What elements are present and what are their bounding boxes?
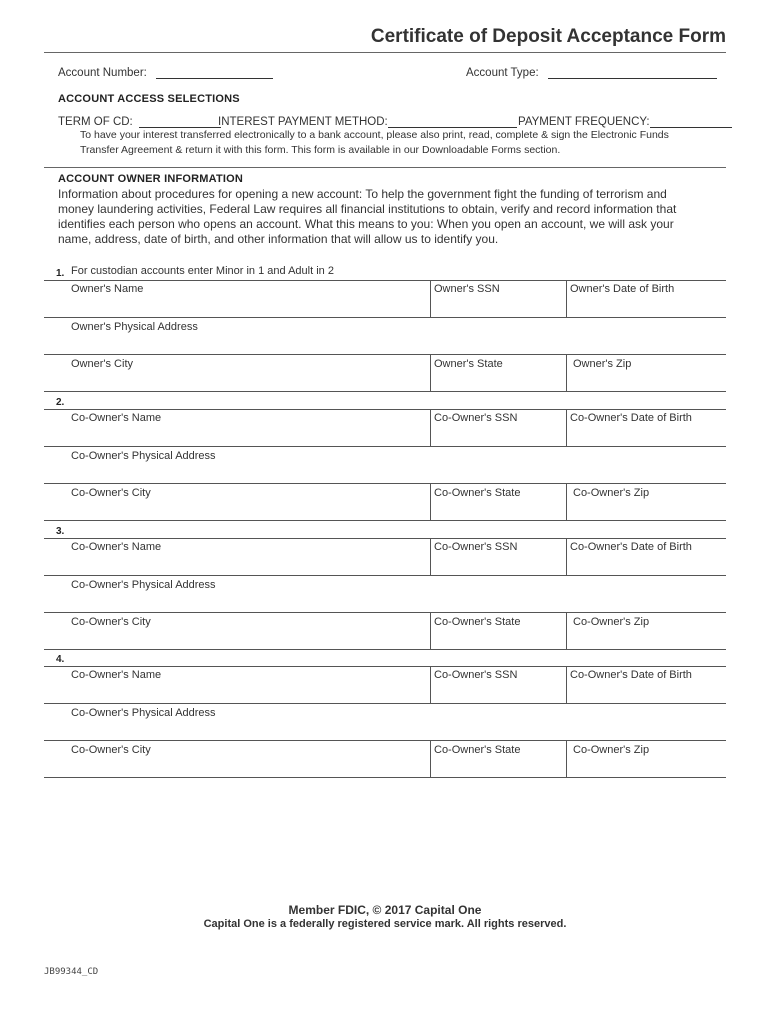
owner-info-line2: money laundering activities, Federal Law requires all financial institutions to obtain, verify and record information that	[58, 202, 677, 216]
col-divider	[430, 280, 431, 317]
term-field[interactable]	[139, 115, 221, 128]
ssn-field[interactable]: Co-Owner's SSN	[434, 541, 518, 553]
address-field[interactable]: Owner's Physical Address	[71, 321, 198, 333]
col-divider	[430, 354, 431, 391]
state-field[interactable]: Co-Owner's State	[434, 744, 521, 756]
owner-info-paragraph	[58, 187, 676, 247]
col-divider	[430, 409, 431, 446]
name-field[interactable]: Owner's Name	[71, 283, 144, 295]
col-divider	[566, 612, 567, 649]
zip-field[interactable]: Co-Owner's Zip	[573, 616, 650, 628]
account-number-row	[58, 66, 273, 79]
form-code: JB99344_CD	[44, 967, 99, 977]
row-line-top	[44, 538, 726, 539]
footer-fdic: Member FDIC, © 2017 Capital One	[288, 903, 482, 917]
owner-number: 2.	[56, 397, 65, 408]
row-line-city-bottom	[44, 649, 726, 650]
col-divider	[430, 740, 431, 777]
col-divider	[430, 483, 431, 520]
title-divider	[44, 52, 726, 53]
row-line-address-bottom	[44, 740, 726, 741]
owner-number: 3.	[56, 526, 65, 537]
eft-note-line2: Transfer Agreement & return it with this form. This form is available in our Downloadable Forms section.	[80, 144, 561, 156]
col-divider	[566, 538, 567, 575]
state-field[interactable]: Co-Owner's State	[434, 487, 521, 499]
address-field[interactable]: Co-Owner's Physical Address	[71, 450, 216, 462]
custodian-note: For custodian accounts enter Minor in 1 and Adult in 2	[71, 265, 334, 277]
interest-row	[218, 115, 517, 128]
owner-number: 4.	[56, 654, 65, 665]
account-type-label: Account Type:	[466, 67, 539, 79]
term-row	[58, 115, 221, 128]
name-field[interactable]: Co-Owner's Name	[71, 669, 162, 681]
col-divider	[430, 612, 431, 649]
row-line-name-bottom	[44, 703, 726, 704]
interest-method-label: INTEREST PAYMENT METHOD:	[218, 116, 388, 128]
dob-field[interactable]: Co-Owner's Date of Birth	[570, 412, 692, 424]
address-field[interactable]: Co-Owner's Physical Address	[71, 707, 216, 719]
account-type-field[interactable]	[548, 66, 717, 79]
row-line-top	[44, 666, 726, 667]
frequency-row	[518, 115, 732, 128]
owner-number: 1.	[56, 268, 65, 279]
account-type-row	[466, 66, 717, 79]
dob-field[interactable]: Co-Owner's Date of Birth	[570, 669, 692, 681]
col-divider	[566, 354, 567, 391]
col-divider	[566, 483, 567, 520]
col-divider	[566, 409, 567, 446]
owner-info-line4: name, address, date of birth, and other information that will allow us to identify you.	[58, 232, 499, 246]
payment-frequency-field[interactable]	[650, 115, 732, 128]
row-line-name-bottom	[44, 317, 726, 318]
row-line-city-bottom	[44, 777, 726, 778]
state-field[interactable]: Co-Owner's State	[434, 616, 521, 628]
col-divider	[430, 538, 431, 575]
footer-trademark: Capital One is a federally registered service mark. All rights reserved.	[203, 918, 567, 930]
city-field[interactable]: Co-Owner's City	[71, 616, 151, 628]
row-line-top	[44, 280, 726, 281]
eft-note-line1: To have your interest transferred electronically to a bank account, please also print, read, complete & sign the Electronic Funds	[80, 129, 669, 141]
term-label: TERM OF CD:	[58, 116, 133, 128]
row-line-name-bottom	[44, 575, 726, 576]
row-line-address-bottom	[44, 483, 726, 484]
zip-field[interactable]: Co-Owner's Zip	[573, 487, 650, 499]
state-field[interactable]: Owner's State	[434, 358, 503, 370]
ssn-field[interactable]: Co-Owner's SSN	[434, 669, 518, 681]
name-field[interactable]: Co-Owner's Name	[71, 541, 162, 553]
row-line-address-bottom	[44, 612, 726, 613]
section-divider	[44, 167, 726, 168]
form-title: Certificate of Deposit Acceptance Form	[370, 26, 726, 47]
row-line-top	[44, 409, 726, 410]
city-field[interactable]: Co-Owner's City	[71, 744, 151, 756]
col-divider	[430, 666, 431, 703]
row-line-address-bottom	[44, 354, 726, 355]
eft-note	[80, 128, 669, 158]
dob-field[interactable]: Owner's Date of Birth	[570, 283, 675, 295]
owner-info-line1: Information about procedures for opening a new account: To help the government fight the funding of terrorism and	[58, 187, 667, 201]
row-line-name-bottom	[44, 446, 726, 447]
col-divider	[566, 280, 567, 317]
row-line-city-bottom	[44, 391, 726, 392]
col-divider	[566, 666, 567, 703]
account-number-field[interactable]	[156, 66, 273, 79]
ssn-field[interactable]: Owner's SSN	[434, 283, 500, 295]
col-divider	[566, 740, 567, 777]
city-field[interactable]: Co-Owner's City	[71, 487, 151, 499]
ssn-field[interactable]: Co-Owner's SSN	[434, 412, 518, 424]
row-line-city-bottom	[44, 520, 726, 521]
name-field[interactable]: Co-Owner's Name	[71, 412, 162, 424]
city-field[interactable]: Owner's City	[71, 358, 133, 370]
account-number-label: Account Number:	[58, 67, 147, 79]
address-field[interactable]: Co-Owner's Physical Address	[71, 579, 216, 591]
access-heading: ACCOUNT ACCESS SELECTIONS	[58, 93, 240, 105]
zip-field[interactable]: Co-Owner's Zip	[573, 744, 650, 756]
dob-field[interactable]: Co-Owner's Date of Birth	[570, 541, 692, 553]
owner-info-heading: ACCOUNT OWNER INFORMATION	[58, 173, 244, 185]
owner-info-line3: identifies each person who opens an account. What this means to you: When you open an account, we will ask your	[58, 217, 674, 231]
interest-method-field[interactable]	[388, 115, 517, 128]
payment-frequency-label: PAYMENT FREQUENCY:	[518, 116, 650, 128]
zip-field[interactable]: Owner's Zip	[573, 358, 632, 370]
